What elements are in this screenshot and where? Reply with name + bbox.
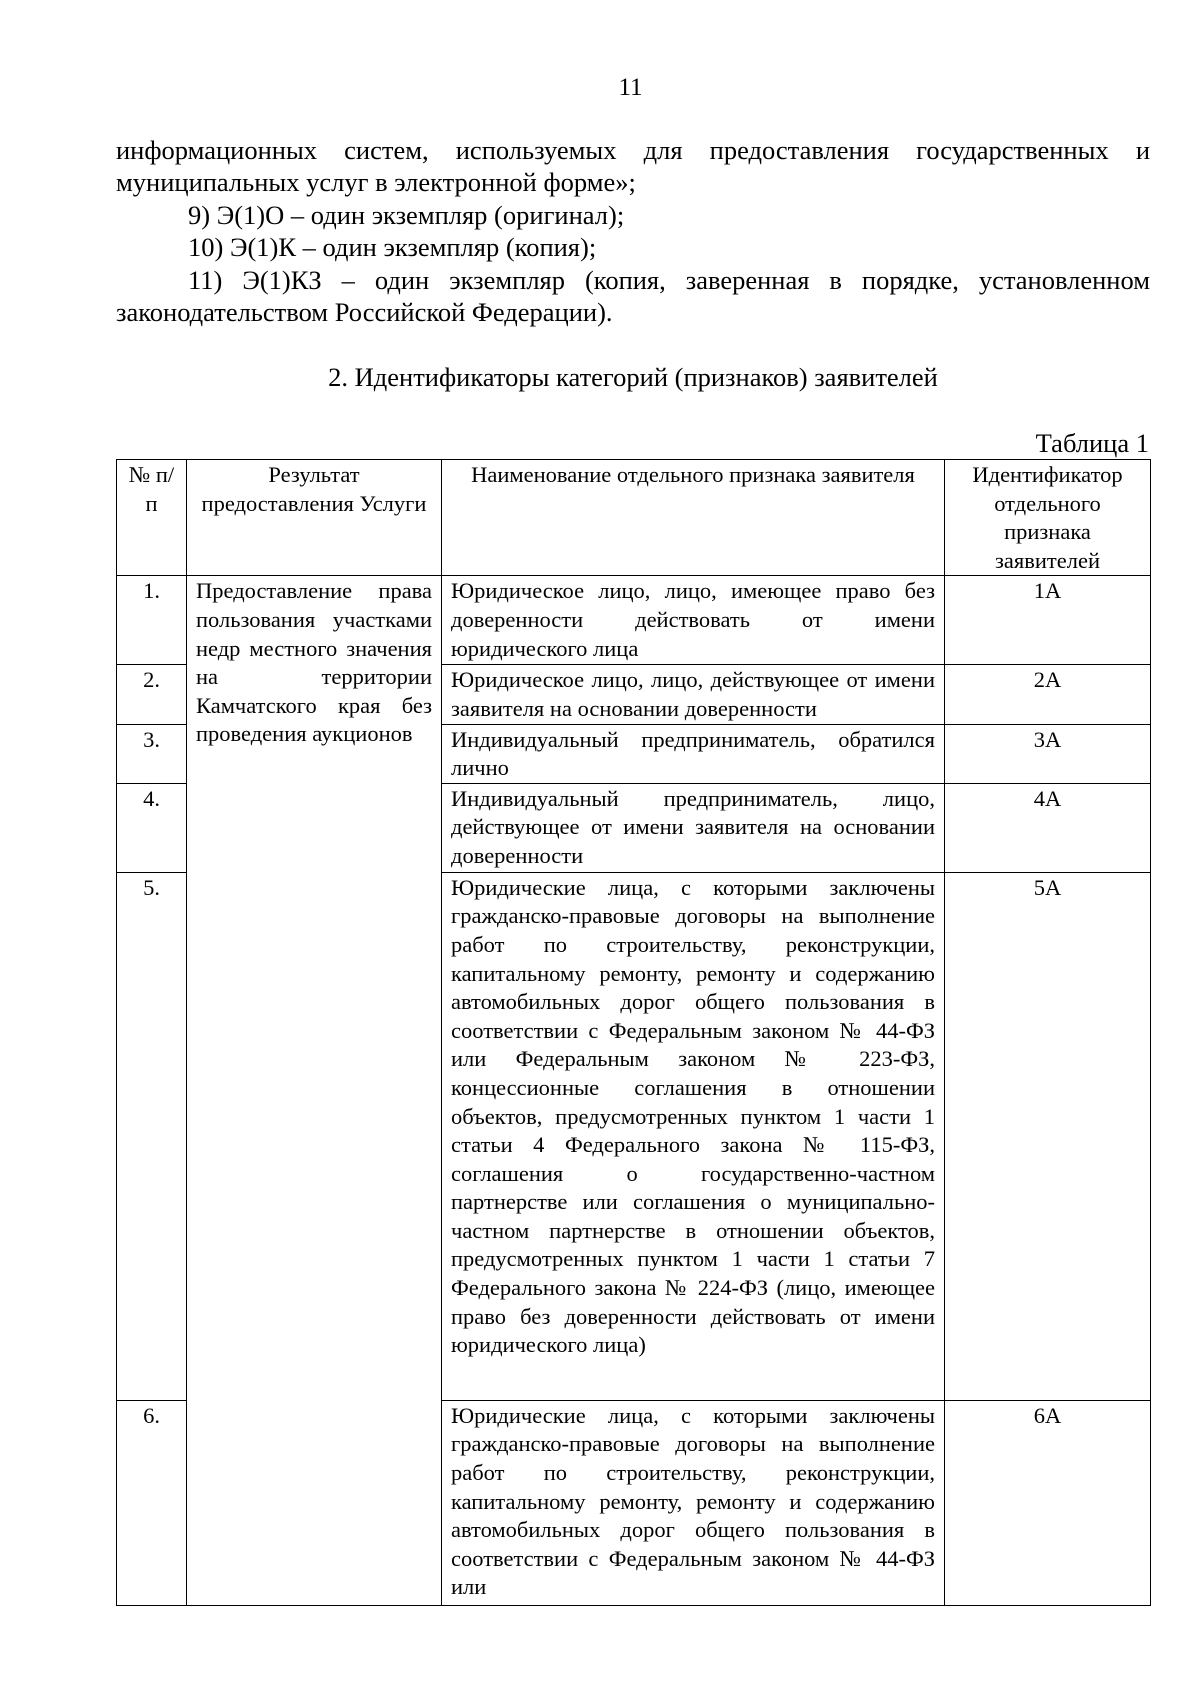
row-id: 3А <box>945 724 1151 783</box>
row-num: 1. <box>117 576 187 665</box>
row-text: Юридическое лицо, лицо, имеющее право без доверенности действовать от имени юридического лица <box>442 576 945 665</box>
row-text: Юридические лица, с которыми заключены гражданско-правовые договоры на выполнение работ по строительству, реконструкции, капитальному ремонту, ремонту и содержанию автомобильных дорог общего пользования в соответствии с Федеральным законом № 44-ФЗ или Федеральным законом № 223-ФЗ, концессионные соглашения в отношении объектов, предусмотренных пунктом 1 части 1 статьи 4 Федерального закона № 115-ФЗ, соглашения о государственно-частном партнерстве или соглашения о муниципально-частном партнерстве в отношении объектов, предусмотренных пунктом 1 части 1 статьи 7 Федерального закона № 224-ФЗ (лицо, имеющее право без доверенности действовать от имени юридического лица) <box>442 872 945 1400</box>
page-number: 11 <box>618 74 643 101</box>
row-id: 5А <box>945 872 1151 1400</box>
row-text: Юридическое лицо, лицо, действующее от имени заявителя на основании доверенности <box>442 665 945 724</box>
row-id: 2А <box>945 665 1151 724</box>
header-name: Наименование отдельного признака заявителя <box>442 460 945 576</box>
row-id: 6А <box>945 1400 1151 1605</box>
intro-item-11: 11) Э(1)КЗ – один экземпляр (копия, заверенная в порядке, установленном законодательством Российской Федерации). <box>116 264 1150 328</box>
table-header-row <box>117 460 1151 576</box>
row-num: 6. <box>117 1400 187 1605</box>
intro-text <box>116 134 1150 328</box>
intro-item-10: 10) Э(1)К – один экземпляр (копия); <box>188 232 597 263</box>
row-text: Индивидуальный предприниматель, обратился лично <box>442 724 945 783</box>
row-num: 3. <box>117 724 187 783</box>
row-text: Индивидуальный предприниматель, лицо, действующее от имени заявителя на основании доверенности <box>442 783 945 872</box>
row-num: 4. <box>117 783 187 872</box>
row-id: 1А <box>945 576 1151 665</box>
row-id: 4А <box>945 783 1151 872</box>
section-title: 2. Идентификаторы категорий (признаков) заявителей <box>328 362 938 392</box>
row-text: Юридические лица, с которыми заключены гражданско-правовые договоры на выполнение работ по строительству, реконструкции, капитальному ремонту, ремонту и содержанию автомобильных дорог общего пользования в соответствии с Федеральным законом № 44-ФЗ или <box>442 1400 945 1605</box>
header-num: № п/п <box>117 460 187 576</box>
result-cell: Предоставление права пользования участками недр местного значения на территории Камчатского края без проведения аукционов <box>187 576 442 1605</box>
intro-item-9: 9) Э(1)О – один экземпляр (оригинал); <box>188 199 625 230</box>
intro-paragraph-continuation: информационных систем, используемых для предоставления государственных и муниципальных услуг в электронной форме»; <box>116 135 1150 198</box>
table-row <box>117 576 1151 665</box>
table-caption: Таблица 1 <box>1035 428 1149 458</box>
applicant-identifiers-table <box>116 459 1151 1606</box>
row-num: 5. <box>117 872 187 1400</box>
header-id: Идентификатор отдельного признака заявителей <box>945 460 1151 576</box>
row-num: 2. <box>117 665 187 724</box>
header-result: Результат предоставления Услуги <box>187 460 442 576</box>
